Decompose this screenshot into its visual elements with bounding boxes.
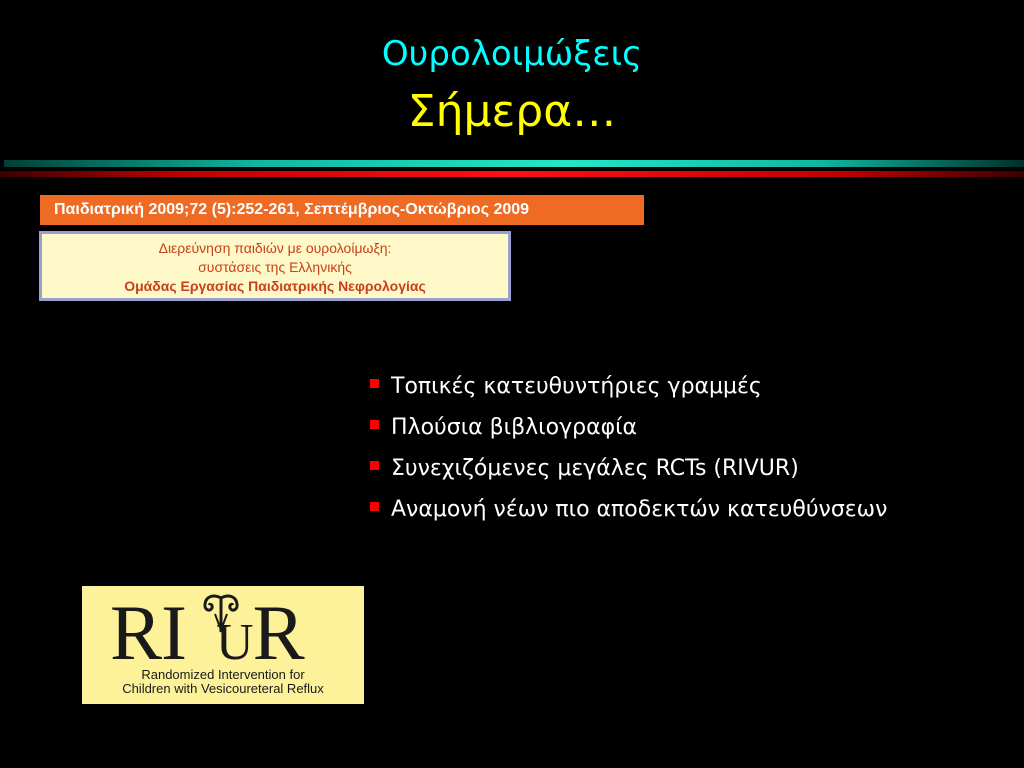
bullet-text: Αναμονή νέων πιο αποδεκτών κατευθύνσεων (391, 497, 888, 522)
rivur-subtitle (82, 668, 364, 696)
square-bullet-icon (370, 461, 379, 470)
paper-title-line3: Ομάδας Εργασίας Παιδιατρικής Νεφρολογίας (124, 278, 426, 294)
wordmark-u: U (216, 614, 253, 671)
teal-divider (4, 160, 1024, 167)
rivur-subtitle-line1: Randomized Intervention for (141, 667, 305, 682)
wordmark-r1: R (110, 589, 162, 676)
wordmark-r2: R (252, 589, 304, 676)
red-divider (0, 171, 1024, 177)
slide-subtitle: Σήμερα… (407, 86, 617, 137)
rivur-subtitle-line2: Children with Vesicoureteral Reflux (122, 681, 324, 696)
bullet-text: Πλούσια βιβλιογραφία (391, 415, 638, 440)
wordmark-i: I (161, 589, 187, 676)
bullet-item (370, 489, 887, 530)
bullet-item (370, 448, 887, 489)
paper-title-line1: Διερεύνηση παιδιών με ουρολοίμωξη: (158, 240, 392, 256)
square-bullet-icon (370, 379, 379, 388)
bullet-text: Τοπικές κατευθυντήριες γραμμές (391, 374, 762, 399)
paper-title-box (39, 231, 511, 301)
journal-citation-bar: Παιδιατρική 2009;72 (5):252-261, Σεπτέμβριος-Οκτώβριος 2009 (40, 195, 644, 225)
paper-title-line2: συστάσεις της Ελληνικής (198, 259, 352, 275)
square-bullet-icon (370, 420, 379, 429)
bullet-list (370, 366, 887, 530)
bullet-item (370, 366, 887, 407)
bullet-item (370, 407, 887, 448)
rivur-wordmark (110, 588, 304, 678)
slide-title: Ουρολοιμώξεις (381, 34, 643, 74)
rivur-logo (82, 586, 364, 704)
bullet-text: Συνεχιζόμενες μεγάλες RCTs (RIVUR) (391, 456, 799, 481)
square-bullet-icon (370, 502, 379, 511)
